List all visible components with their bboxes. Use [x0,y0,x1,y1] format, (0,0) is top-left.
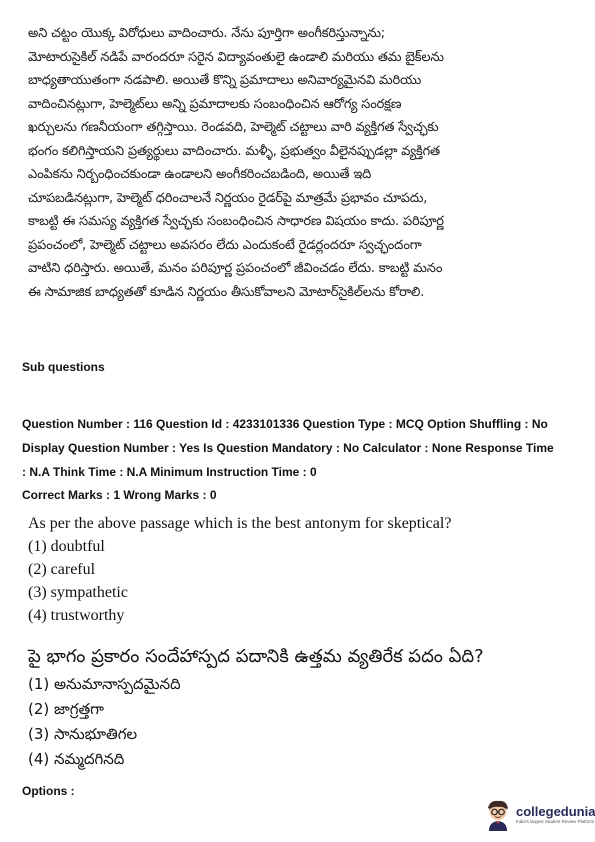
sub-questions-heading: Sub questions [22,360,105,374]
option-telugu-4: (4) నమ్మదగినది [28,750,125,768]
option-english-4: (4) trustworthy [28,607,125,624]
question-telugu [28,642,484,772]
option-telugu-3: (3) సానుభూతిగల [28,725,138,743]
option-telugu-1: (1) అనుమానాస్పదమైనది [28,675,181,693]
option-english-1: (1) doubtful [28,538,105,555]
passage-line: వాదించినట్లుగా, హెల్మెట్‌లు అన్ని ప్రమాదాలకు సంబంధించిన ఆరోగ్య సంరక్షణ [28,96,402,112]
logo-tagline: India's largest Student Review Platform [516,819,595,824]
metadata-line: : N.A Think Time : N.A Minimum Instruction Time : 0 [22,465,317,479]
passage-line: వాటిని ధరిస్తారు. అయితే, మనం పరిపూర్ణ ప్రపంచంలో జీవించడం లేదు. కాబట్టి మనం [28,261,443,276]
telugu-passage [28,22,568,304]
logo-brand-name: collegedunia [516,804,595,819]
question-metadata [22,412,578,484]
passage-line: ఎంపికను నిర్బంధించకుండా ఉండాలని అంగీకరించబడింది, అయితే ఇది [28,167,372,182]
question-english [28,512,451,627]
metadata-line: Display Question Number : Yes Is Question Mandatory : No Calculator : None Response Time [22,441,554,455]
question-text-english: As per the above passage which is the best antonym for skeptical? [28,515,452,532]
passage-line: అని చట్టం యొక్క విరోధులు వాదించారు. నేను పూర్తిగా అంగీకరిస్తున్నాను; [28,26,385,41]
student-mascot-icon [484,799,512,831]
passage-line: ఈ సామాజిక బాధ్యతతో కూడిన నిర్ణయం తీసుకోవాలని మోటార్‌సైకిల్‌లను కోరాలి. [28,284,425,300]
metadata-line: Question Number : 116 Question Id : 4233101336 Question Type : MCQ Option Shuffling : No [22,417,548,431]
marks-info: Correct Marks : 1 Wrong Marks : 0 [22,488,217,502]
logo-text [516,805,595,825]
options-label: Options : [22,784,75,798]
option-telugu-2: (2) జాగ్రత్తగా [28,700,104,718]
option-english-2: (2) careful [28,561,96,578]
question-text-telugu: పై భాగం ప్రకారం సందేహాస్పద పదానికి ఉత్తమ వ్యతిరేక పదం ఏది? [28,646,484,667]
passage-line: ప్రపంచంలో, హెల్మెట్ చట్టాలు అవసరం లేదు ఎందుకంటే రైడర్లందరూ స్వచ్ఛందంగా [28,237,422,253]
passage-line: చూపబడినట్లుగా, హెల్మెట్ ధరించాలనే నిర్ణయం రైడర్‌పై మాత్రమే ప్రభావం చూపదు, [28,190,428,206]
collegedunia-logo [484,798,595,832]
passage-line: మోటారుసైకిల్ నడిపే వారందరూ సరైన విద్యావంతులై ఉండాలి మరియు తమ బైక్‌లను [28,49,444,65]
passage-line: భంగం కలిగిస్తాయని ప్రత్యర్థులు వాదించారు. మళ్ళీ, ప్రభుత్వం వీలైనప్పుడల్లా వ్యక్తిగత [28,143,440,159]
passage-line: కాబట్టి ఈ సమస్య వ్యక్తిగత స్వేచ్ఛకు సంబంధించిన సాధారణ విషయం కాదు. పరిపూర్ణ [28,214,444,229]
passage-line: బాధ్యతాయుతంగా నడపాలి. అయితే కొన్ని ప్రమాదాలు అనివార్యమైనవి మరియు [28,73,422,88]
passage-line: ఖర్చులను గణనీయంగా తగ్గిస్తాయి. రెండవది, హెల్మెట్ చట్టాలు వారి వ్యక్తిగత స్వేచ్ఛకు [28,120,439,135]
option-english-3: (3) sympathetic [28,584,128,601]
